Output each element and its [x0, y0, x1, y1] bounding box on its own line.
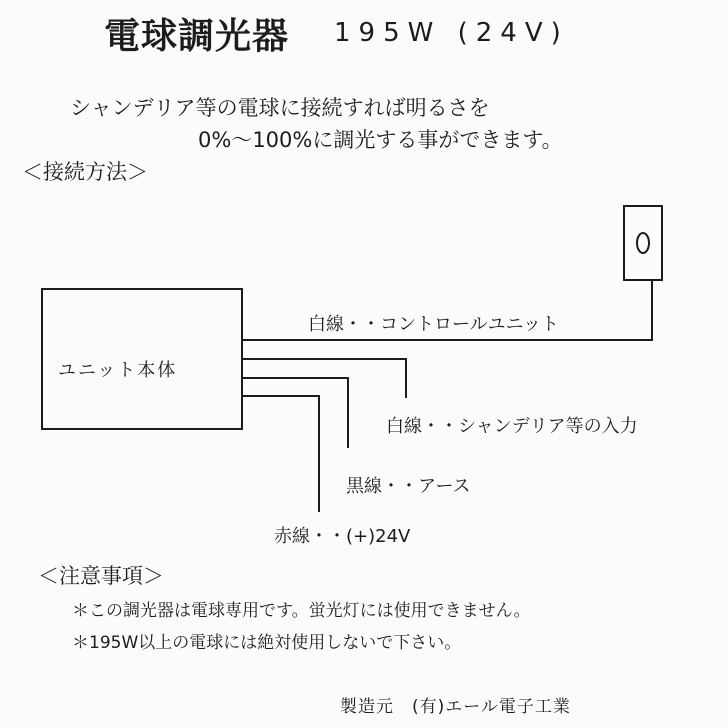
wire-red-24v: [242, 396, 319, 512]
notes-heading: ＜注意事項＞: [38, 564, 164, 588]
wire-label-earth: 黒線・・アース: [346, 476, 471, 497]
note-item-1: ＊この調光器は電球専用です。蛍光灯には使用できません。: [72, 601, 531, 621]
connection-heading: ＜接続方法＞: [22, 160, 148, 184]
wire-label-input: 白線・・シャンデリア等の入力: [386, 416, 638, 437]
maker-line: 製造元 (有)エール電子工業: [340, 697, 571, 717]
switch-icon: [637, 233, 649, 253]
intro-line-2: 0%〜100%に調光する事ができます。: [198, 128, 563, 152]
title-spec: 195W (24V): [334, 18, 569, 48]
page-title: 電球調光器: [104, 16, 290, 57]
wire-label-24v: 赤線・・(+)24V: [274, 526, 411, 547]
note-item-2: ＊195W以上の電球には絶対使用しないで下さい。: [72, 633, 462, 653]
unit-body-label: ユニット本体: [58, 360, 178, 381]
intro-line-1: シャンデリア等の電球に接続すれば明るさを: [70, 96, 490, 120]
wire-label-control: 白線・・コントロールユニット: [308, 314, 559, 335]
control-unit-box: [624, 206, 662, 280]
wire-black-earth: [242, 378, 348, 448]
